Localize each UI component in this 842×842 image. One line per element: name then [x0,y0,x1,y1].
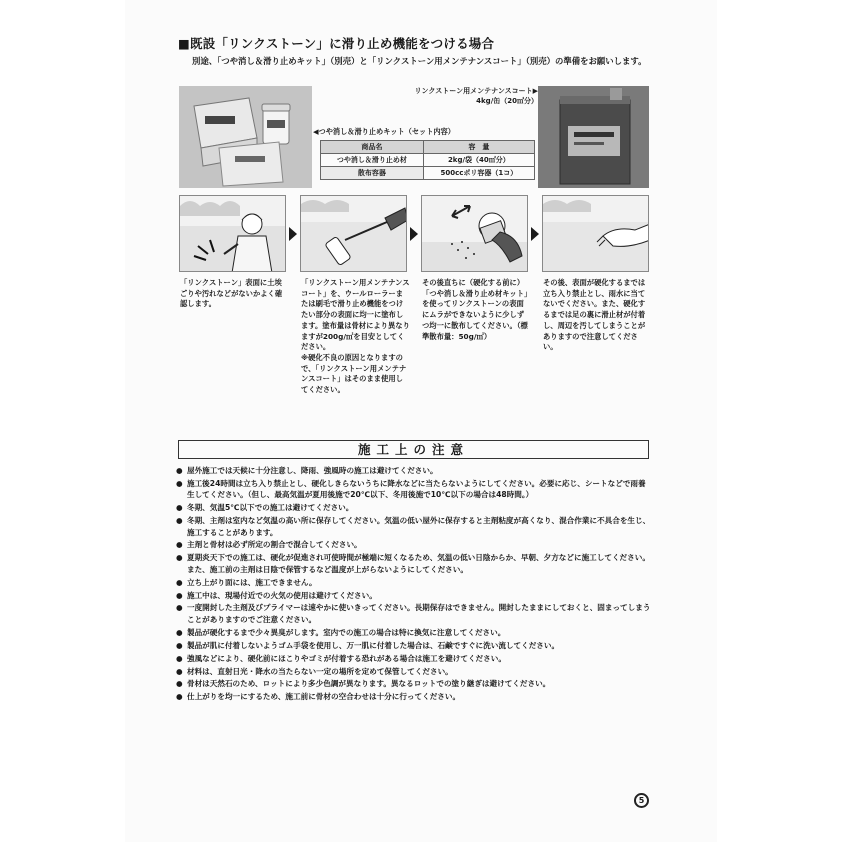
list-item: ● 材料は、直射日光・降水の当たらない一定の場所を定めて保管してください。 [176,666,453,676]
step-2-note: ※硬化不良の原因となりますので、「リンクストーン用メンテナンスコート」はそのまま使用してください。 [301,352,407,395]
page-number: 5 [634,793,649,808]
table-row [321,154,535,167]
step-2-text: 「リンクストーン用メンテナンスコート」を、ウールローラーまたは刷毛で滑り止め機能をつけたい部分の表面に均一に塗布します。塗布量は骨材により異なりますが200g/㎡を目安としてください。 [301,278,410,352]
table-row [321,167,535,180]
list-item: ● 夏期炎天下での施工は、硬化が促進され可使時間が極端に短くなるため、気温の低い日陰からか、早朝、夕方などに施工してください。また、施工前の主剤は日陰で保管するなど温度が上がらないようにしてください。 [176,553,650,574]
list-item: ● 冬期、主剤は室内など気温の高い所に保存してください。気温の低い屋外に保存すると主剤粘度が高くなり、混合作業に不具合を生じ、施工することがあります。 [176,516,651,537]
step-arrow-icon [531,227,539,241]
list-item: ● 強風などにより、硬化前にほこりやゴミが付着する恐れがある場合は施工を避けてください。 [176,653,506,663]
list-item: ● 骨材は天然石のため、ロットにより多少色調が異なります。異なるロットでの塗り継ぎは避けてください。 [176,679,551,689]
kit-item-name: 散布容器 [321,167,424,180]
kit-product-photo [179,86,312,188]
intro-text: 別途、「つや消し＆滑り止めキット」（別売）と「リンクストーン用メンテナンスコート」（別売）の準備をお願いします。 [192,56,647,66]
list-item: ● 施工中は、現場付近での火気の使用は避けてください。 [176,590,377,600]
cautions-title: 施工上の注意 [178,440,649,459]
maintenance-coat-photo [538,86,649,188]
kit-item-qty: 2kg/袋（40㎡分） [423,154,534,167]
section-title: ■既設「リンクストーン」に滑り止め機能をつける場合 [178,36,495,51]
list-item: ● 一度開封した主剤及びプライマーは速やかに使いきってください。長期保存はできません。開封したままにしておくと、固まってしまうことがありますのでご注意ください。 [176,603,651,624]
list-item: ● 製品が硬化するまで少々異臭がします。室内での施工の場合は特に換気に注意してください。 [176,627,506,637]
step-3-illustration [421,195,528,272]
kit-header-qty: 容 量 [423,141,534,154]
kit-contents-table [320,140,535,180]
step-3-text: その後直ちに（硬化する前に）「つや消し＆滑り止め材キット」を使ってリンクストーンの表面にムラができないように少しずつ均一に散布してください。（標準散布量：50g/㎡） [422,278,528,341]
maintenance-coat-label [388,86,538,106]
step-4-text: その後、表面が硬化するまでは立ち入り禁止とし、雨水に当てないでください。また、硬化するまでは足の裏に滑止材が付着し、周辺を汚してしまうことがありますので注意してください。 [543,278,646,352]
list-item: ● 主剤と骨材は必ず所定の割合で混合してください。 [176,540,362,550]
step-1-text: 「リンクストーン」表面に土埃ごりや汚れなどがないかよく確認します。 [180,278,283,309]
list-item: ● 施工後24時間は立ち入り禁止とし、硬化しきらないうちに降水などに当たらないようにしてください。必要に応じ、シートなどで雨養生してください。（但し、最高気温が夏用後施で20℃以下、冬用後施で10℃以下の場合は48時間。） [176,478,646,500]
kit-caption: ◀つや消し＆滑り止めキット（セット内容） [313,127,455,136]
step-arrow-icon [289,227,297,241]
step-4-illustration [542,195,649,272]
step-2-illustration [300,195,407,272]
maintenance-coat-spec: 4kg/缶（20㎡分） [476,97,538,105]
kit-item-name: つや消し＆滑り止め材 [321,154,424,167]
kit-header-name: 商品名 [321,141,424,154]
list-item: ● 仕上がりを均一にするため、施工前に骨材の空合わせは十分に行ってください。 [176,692,461,702]
step-2-block [301,278,410,396]
kit-table-header-row [321,141,535,154]
step-1-illustration [179,195,286,272]
maintenance-coat-name: リンクストーン用メンテナンスコート▶ [414,87,538,95]
step-arrow-icon [410,227,418,241]
cautions-list [176,465,652,704]
kit-item-qty: 500ccポリ容器（1コ） [423,167,534,180]
list-item: ● 製品が肌に付着しないようゴム手袋を使用し、万一肌に付着した場合は、石鹸ですぐに洗い流してください。 [176,640,560,650]
list-item: ● 冬期、気温5℃以下での施工は避けてください。 [176,503,354,513]
list-item: ● 屋外施工では天候に十分注意し、降雨、強風時の施工は避けてください。 [176,466,438,475]
list-item: ● 立ち上がり面には、施工できません。 [176,577,317,587]
